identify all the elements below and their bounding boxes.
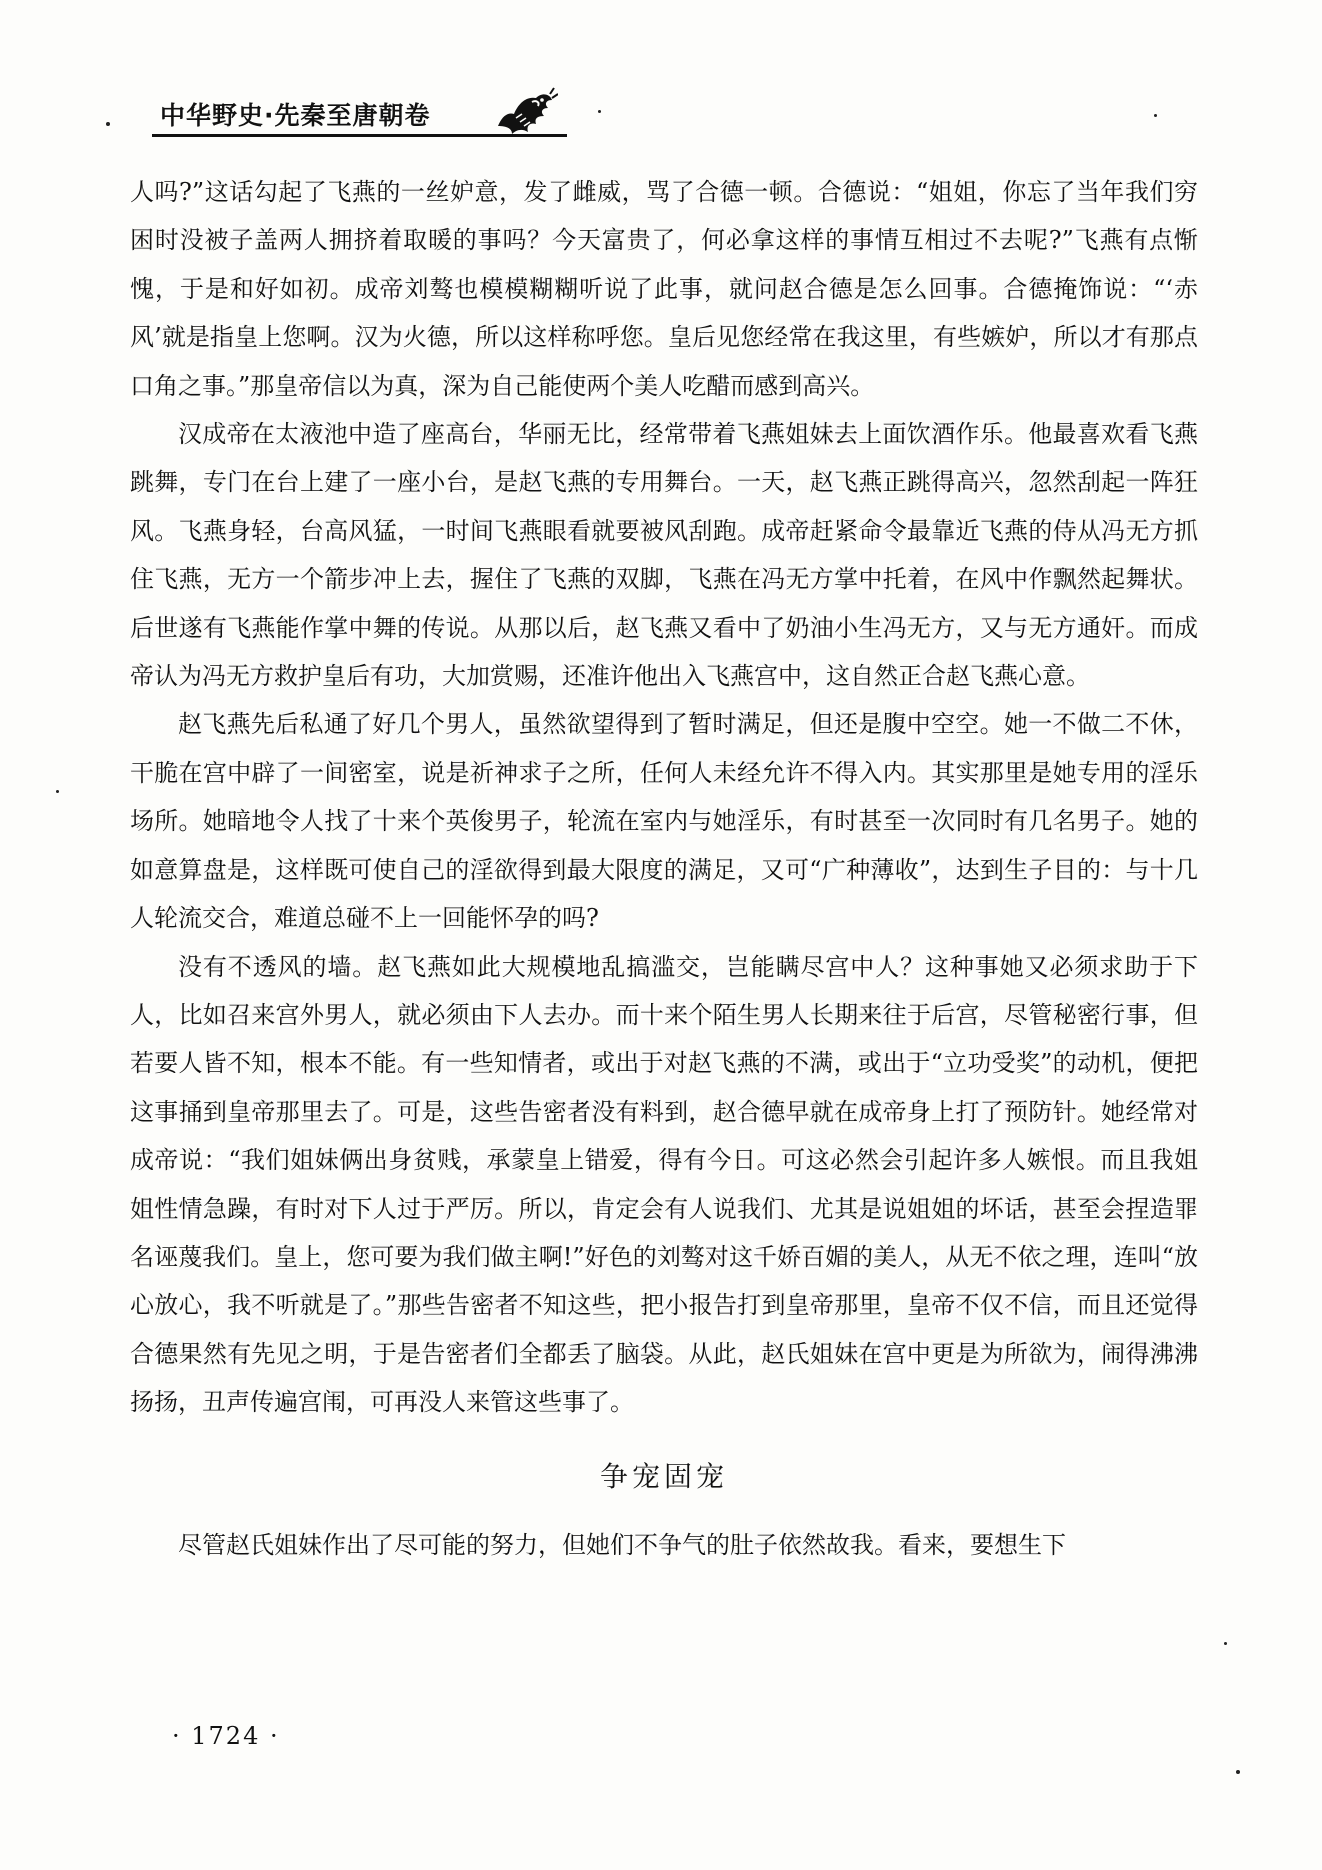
dragon-emblem-icon [492,86,558,138]
scan-speck [56,790,59,793]
scan-speck [1154,114,1157,117]
section-heading: 争宠固宠 [599,1459,728,1493]
paragraph: 赵飞燕先后私通了好几个男人，虽然欲望得到了暂时满足，但还是腹中空空。她一不做二不休，干脆在宫中辟了一间密室，说是祈神求子之所，任何人未经允许不得入内。其实那里是她专用的淫乐场所。她暗地令人找了十来个英俊男子，轮流在室内与她淫乐，有时甚至一次同时有几名男子。她的如意算盘是，这样既可使自己的淫欲得到最大限度的满足，又可“广种薄收”，达到生子目的：与十几人轮流交合，难道总碰不上一回能怀孕的吗? [130,710,1198,933]
page-number: · 1724 · [172,1722,280,1750]
scan-speck [1224,1642,1227,1645]
book-title: 中华野史·先秦至唐朝卷 [160,101,431,130]
paragraph-continued: 人吗?”这话勾起了飞燕的一丝妒意，发了雌威，骂了合德一顿。合德说：“姐姐，你忘了当年我们穷困时没被子盖两人拥挤着取暖的事吗？今天富贵了，何必拿这样的事情互相过不去呢?”飞燕有点惭愧，于是和好如初。成帝刘骜也模模糊糊听说了此事，就问赵合德是怎么回事。合德掩饰说：“‘赤风’就是指皇上您啊。汉为火德，所以这样称呼您。皇后见您经常在我这里，有些嫉妒，所以才有那点口角之事。”那皇帝信以为真，深为自己能使两个美人吃醋而感到高兴。 [130,178,1198,400]
running-header [152,90,582,142]
scan-speck [598,110,601,113]
page-body [130,168,1198,1569]
paragraph: 汉成帝在太液池中造了座高台，华丽无比，经常带着飞燕姐妹去上面饮酒作乐。他最喜欢看飞燕跳舞，专门在台上建了一座小台，是赵飞燕的专用舞台。一天，赵飞燕正跳得高兴，忽然刮起一阵狂风。飞燕身轻，台高风猛，一时间飞燕眼看就要被风刮跑。成帝赶紧命令最靠近飞燕的侍从冯无方抓住飞燕，无方一个箭步冲上去，握住了飞燕的双脚，飞燕在冯无方掌中托着，在风中作飘然起舞状。后世遂有飞燕能作掌中舞的传说。从那以后，赵飞燕又看中了奶油小生冯无方，又与无方通奸。而成帝认为冯无方救护皇后有功，大加赏赐，还准许他出入飞燕宫中，这自然正合赵飞燕心意。 [130,420,1198,691]
paragraph: 尽管赵氏姐妹作出了尽可能的努力，但她们不争气的肚子依然故我。看来，要想生下 [178,1530,1066,1559]
scan-speck [106,122,110,126]
scan-speck [1236,1770,1240,1774]
paragraph: 没有不透风的墙。赵飞燕如此大规模地乱搞滥交，岂能瞒尽宫中人？这种事她又必须求助于下人，比如召来宫外男人，就必须由下人去办。而十来个陌生男人长期来往于后宫，尽管秘密行事，但若要人皆不知，根本不能。有一些知情者，或出于对赵飞燕的不满，或出于“立功受奖”的动机，便把这事捅到皇帝那里去了。可是，这些告密者没有料到，赵合德早就在成帝身上打了预防针。她经常对成帝说：“我们姐妹俩出身贫贱，承蒙皇上错爱，得有今日。可这必然会引起许多人嫉恨。而且我姐姐性情急躁，有时对下人过于严厉。所以，肯定会有人说我们、尤其是说姐姐的坏话，甚至会捏造罪名诬蔑我们。皇上，您可要为我们做主啊!”好色的刘骜对这千娇百媚的美人，从无不依之理，连叫“放心放心，我不听就是了。”那些告密者不知这些，把小报告打到皇帝那里，皇帝不仅不信，而且还觉得合德果然有先见之明，于是告密者们全都丢了脑袋。从此，赵氏姐妹在宫中更是为所欲为，闹得沸沸扬扬，丑声传遍宫闱，可再没人来管这些事了。 [130,952,1198,1417]
header-rule [152,134,567,137]
